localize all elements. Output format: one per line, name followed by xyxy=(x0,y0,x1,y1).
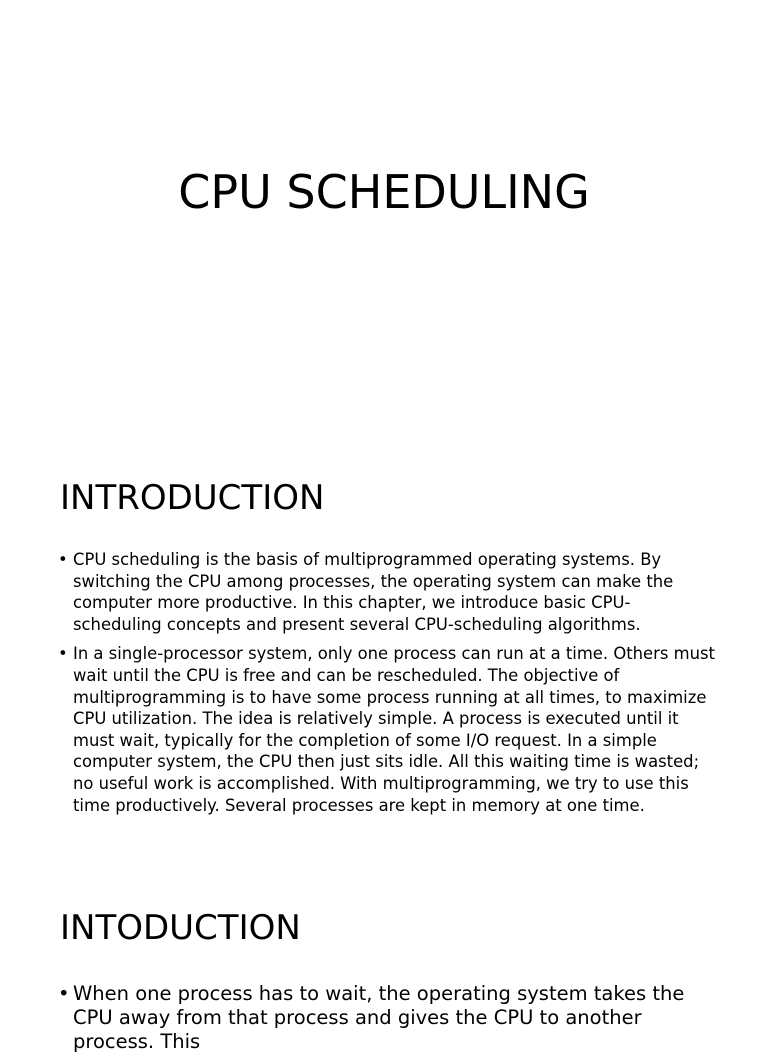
slide-introduction xyxy=(0,432,768,864)
slide-title-text: CPU SCHEDULING xyxy=(178,165,590,219)
slide-heading: INTRODUCTION xyxy=(60,478,325,518)
bullet-list xyxy=(58,982,718,1062)
bullet-item xyxy=(58,549,718,635)
slide-title xyxy=(0,0,768,432)
bullet-text: CPU scheduling is the basis of multiprogrammed operating systems. By switching the CPU among processes, the operating system can make the computer more productive. In this chapter, we introduce basic CPU-scheduling concepts and present several CPU-scheduling algorithms. xyxy=(73,550,674,634)
bullet-text: In a single-processor system, only one process can run at a time. Others must wait until the CPU is free and can be rescheduled. The objective of multiprogramming is to have some process running at all times, to maximize CPU utilization. The idea is relatively simple. A process is executed until it must wait, typically for the completion of some I/O request. In a simple computer system, the CPU then just sits idle. All this waiting time is wasted; no useful work is accomplished. With multiprogramming, we try to use this time productively. Several processes are kept in memory at one time. xyxy=(73,644,715,815)
bullet-list xyxy=(58,549,718,824)
bullet-icon: • xyxy=(58,644,68,664)
bullet-icon: • xyxy=(58,982,70,1005)
bullet-icon: • xyxy=(58,550,68,569)
bullet-item xyxy=(58,643,718,816)
slide-intoduction xyxy=(0,864,768,1053)
bullet-item xyxy=(58,982,718,1054)
slide-heading: INTODUCTION xyxy=(60,908,301,948)
bullet-text: When one process has to wait, the operating system takes the CPU away from that process and gives the CPU to another process. This xyxy=(73,982,685,1053)
